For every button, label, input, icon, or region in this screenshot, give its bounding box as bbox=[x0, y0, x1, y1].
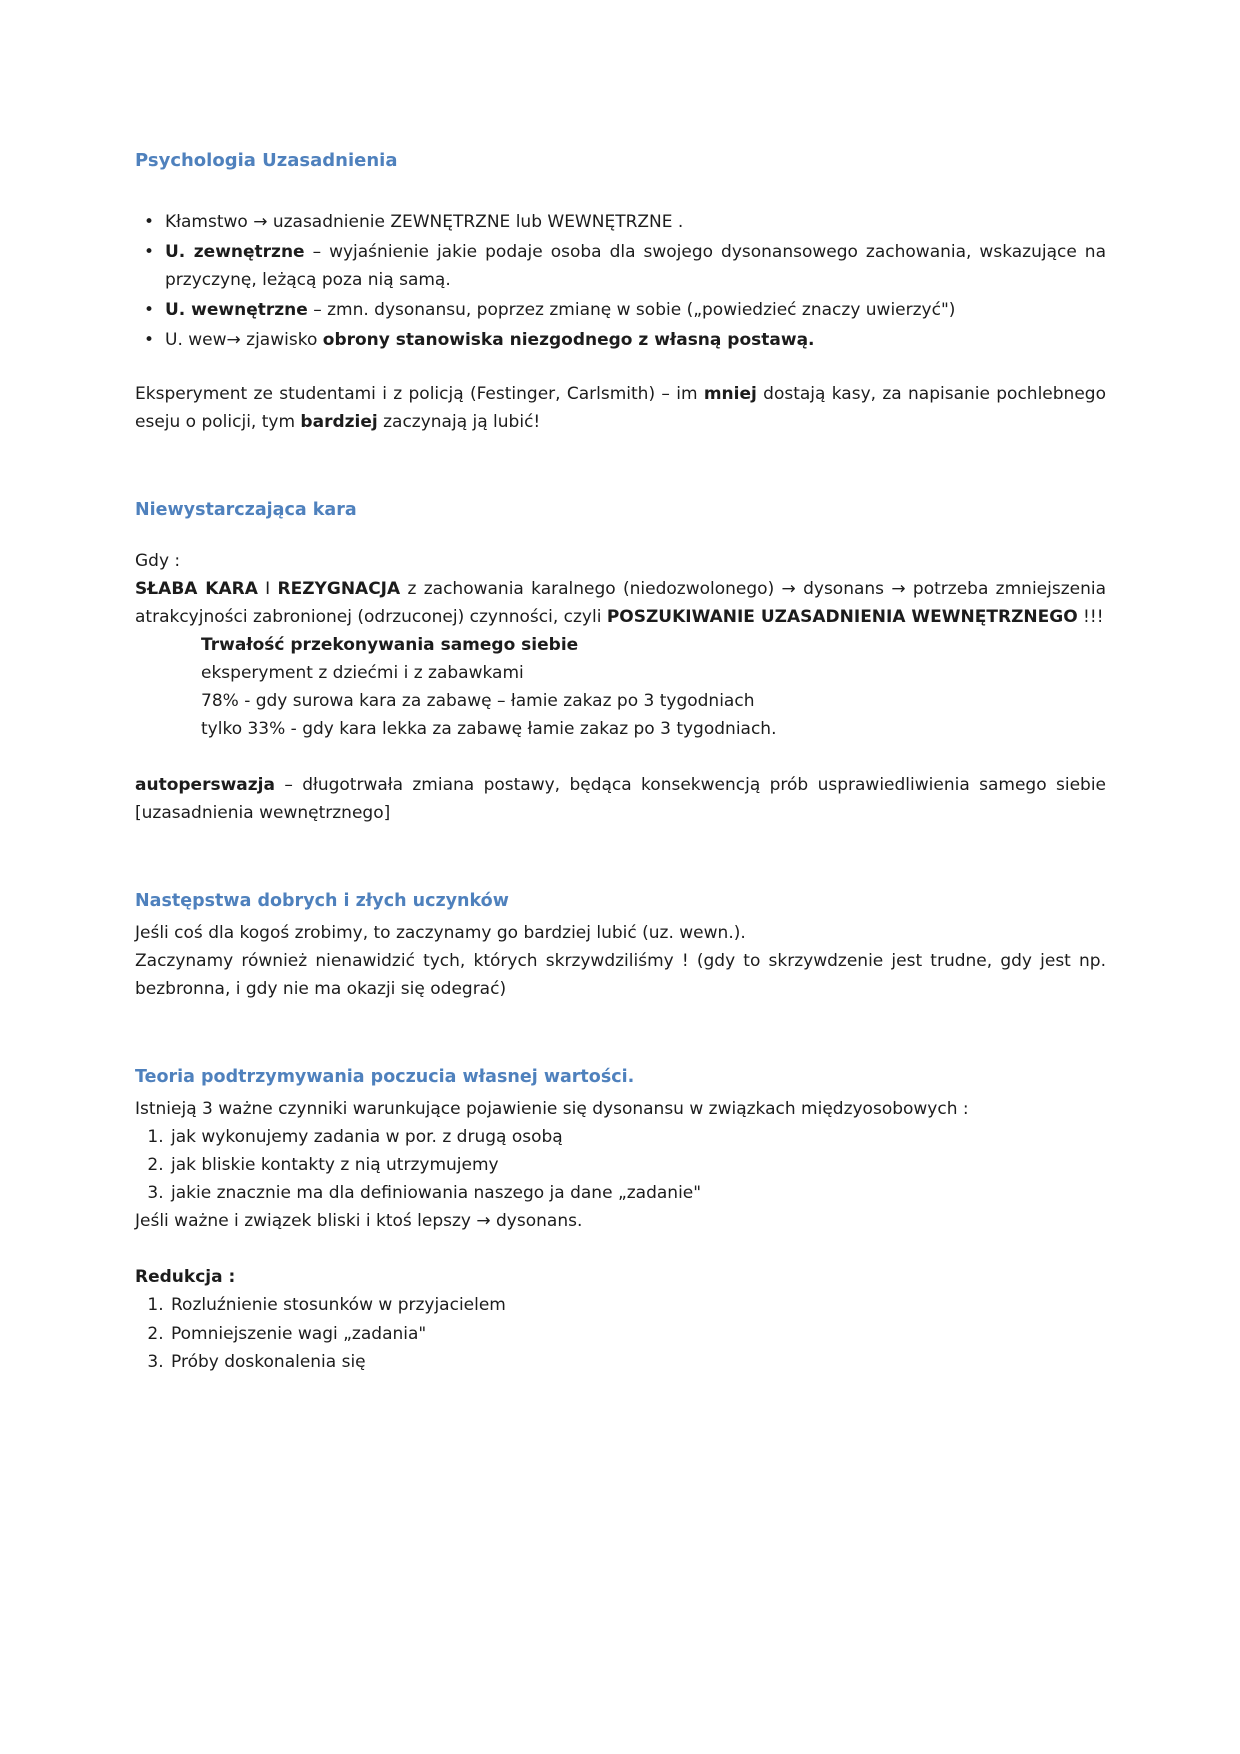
paragraph-nastepstwa-1: Jeśli coś dla kogoś zrobimy, to zaczynamy go bardziej lubić (uz. wewn.). bbox=[135, 923, 746, 944]
redukcja-list-item-3: 3. Próby doskonalenia się bbox=[169, 1348, 1106, 1376]
bullet-list bbox=[135, 208, 1106, 354]
redukcja-list-item-2: 2. Pomniejszenie wagi „zadania" bbox=[169, 1320, 1106, 1348]
doc-title: Psychologia Uzasadnienia bbox=[135, 150, 398, 171]
paragraph-nastepstwa-2: Zaczynamy również nienawidzić tych, których skrzywdziliśmy ! (gdy to skrzywdzenie jest trudne, gdy jest np. bezbronna, i gdy nie ma okazji się odegrać) bbox=[135, 951, 1106, 1000]
paragraph-experiment: Eksperyment ze studentami i z policją (Festinger, Carlsmith) – im mniej dostają kasy, za napisanie pochlebnego eseju o policji, tym bardziej zaczynają ją lubić! bbox=[135, 383, 1106, 432]
teoria-list-item-2: 2. jak bliskie kontakty z nią utrzymujemy bbox=[169, 1151, 1106, 1179]
bullet-item-klamstwo: • Kłamstwo → uzasadnienie ZEWNĘTRZNE lub WEWNĘTRZNE . bbox=[165, 208, 1106, 236]
indented-lines-block bbox=[135, 631, 1106, 743]
redukcja-list-item-1: 1. Rozluźnienie stosunków w przyjacielem bbox=[169, 1291, 1106, 1319]
section-heading-teoria: Teoria podtrzymywania poczucia własnej wartości. bbox=[135, 1067, 635, 1088]
section-heading-niewystarczajaca-kara: Niewystarczająca kara bbox=[135, 500, 357, 521]
indent-line-78-procent: 78% - gdy surowa kara za zabawę – łamie zakaz po 3 tygodniach bbox=[201, 691, 755, 712]
bullet-item-obrona-stanowiska: • U. wew→ zjawisko obrony stanowiska niezgodnego z własną postawą. bbox=[165, 326, 1106, 354]
bullet-item-uzasadnienie-zewnetrzne: • U. zewnętrzne – wyjaśnienie jakie podaje osoba dla swojego dysonansowego zachowania, wskazujące na przyczynę, leżącą poza nią samą. bbox=[165, 238, 1106, 294]
teoria-list-item-3: 3. jakie znacznie ma dla definiowania naszego ja dane „zadanie" bbox=[169, 1179, 1106, 1207]
redukcja-heading: Redukcja : bbox=[135, 1267, 236, 1288]
paragraph-gdy: Gdy : bbox=[135, 550, 181, 571]
indent-line-trwalosc: Trwałość przekonywania samego siebie bbox=[201, 635, 579, 656]
paragraph-teoria-intro: Istnieją 3 ważne czynniki warunkujące pojawienie się dysonansu w związkach międzyosobowych : bbox=[135, 1099, 969, 1120]
bullet-item-uzasadnienie-wewnetrzne: • U. wewnętrzne – zmn. dysonansu, poprzez zmianę w sobie („powiedzieć znaczy uwierzyć") bbox=[165, 296, 1106, 324]
indent-line-eksperyment: eksperyment z dziećmi i z zabawkami bbox=[201, 663, 524, 684]
teoria-list-item-1: 1. jak wykonujemy zadania w por. z drugą osobą bbox=[169, 1123, 1106, 1151]
section-heading-nastepstwa: Następstwa dobrych i złych uczynków bbox=[135, 891, 509, 912]
paragraph-autoperswazja: autoperswazja – długotrwała zmiana postawy, będąca konsekwencją prób usprawiedliwienia samego siebie [uzasadnienia wewnętrznego] bbox=[135, 775, 1106, 824]
redukcja-numbered-list bbox=[135, 1291, 1106, 1375]
paragraph-teoria-conclusion: Jeśli ważne i związek bliski i ktoś lepszy → dysonans. bbox=[135, 1211, 583, 1232]
indent-line-33-procent: tylko 33% - gdy kara lekka za zabawę łamie zakaz po 3 tygodniach. bbox=[201, 719, 777, 740]
paragraph-slaba-kara: SŁABA KARA I REZYGNACJA z zachowania karalnego (niedozwolonego) → dysonans → potrzeba zmniejszenia atrakcyjności zabronionej (odrzuconej) czynności, czyli POSZUKIWANIE UZASADNIENIA WEWNĘTRZNEGO !!! bbox=[135, 578, 1106, 627]
teoria-numbered-list bbox=[135, 1123, 1106, 1207]
